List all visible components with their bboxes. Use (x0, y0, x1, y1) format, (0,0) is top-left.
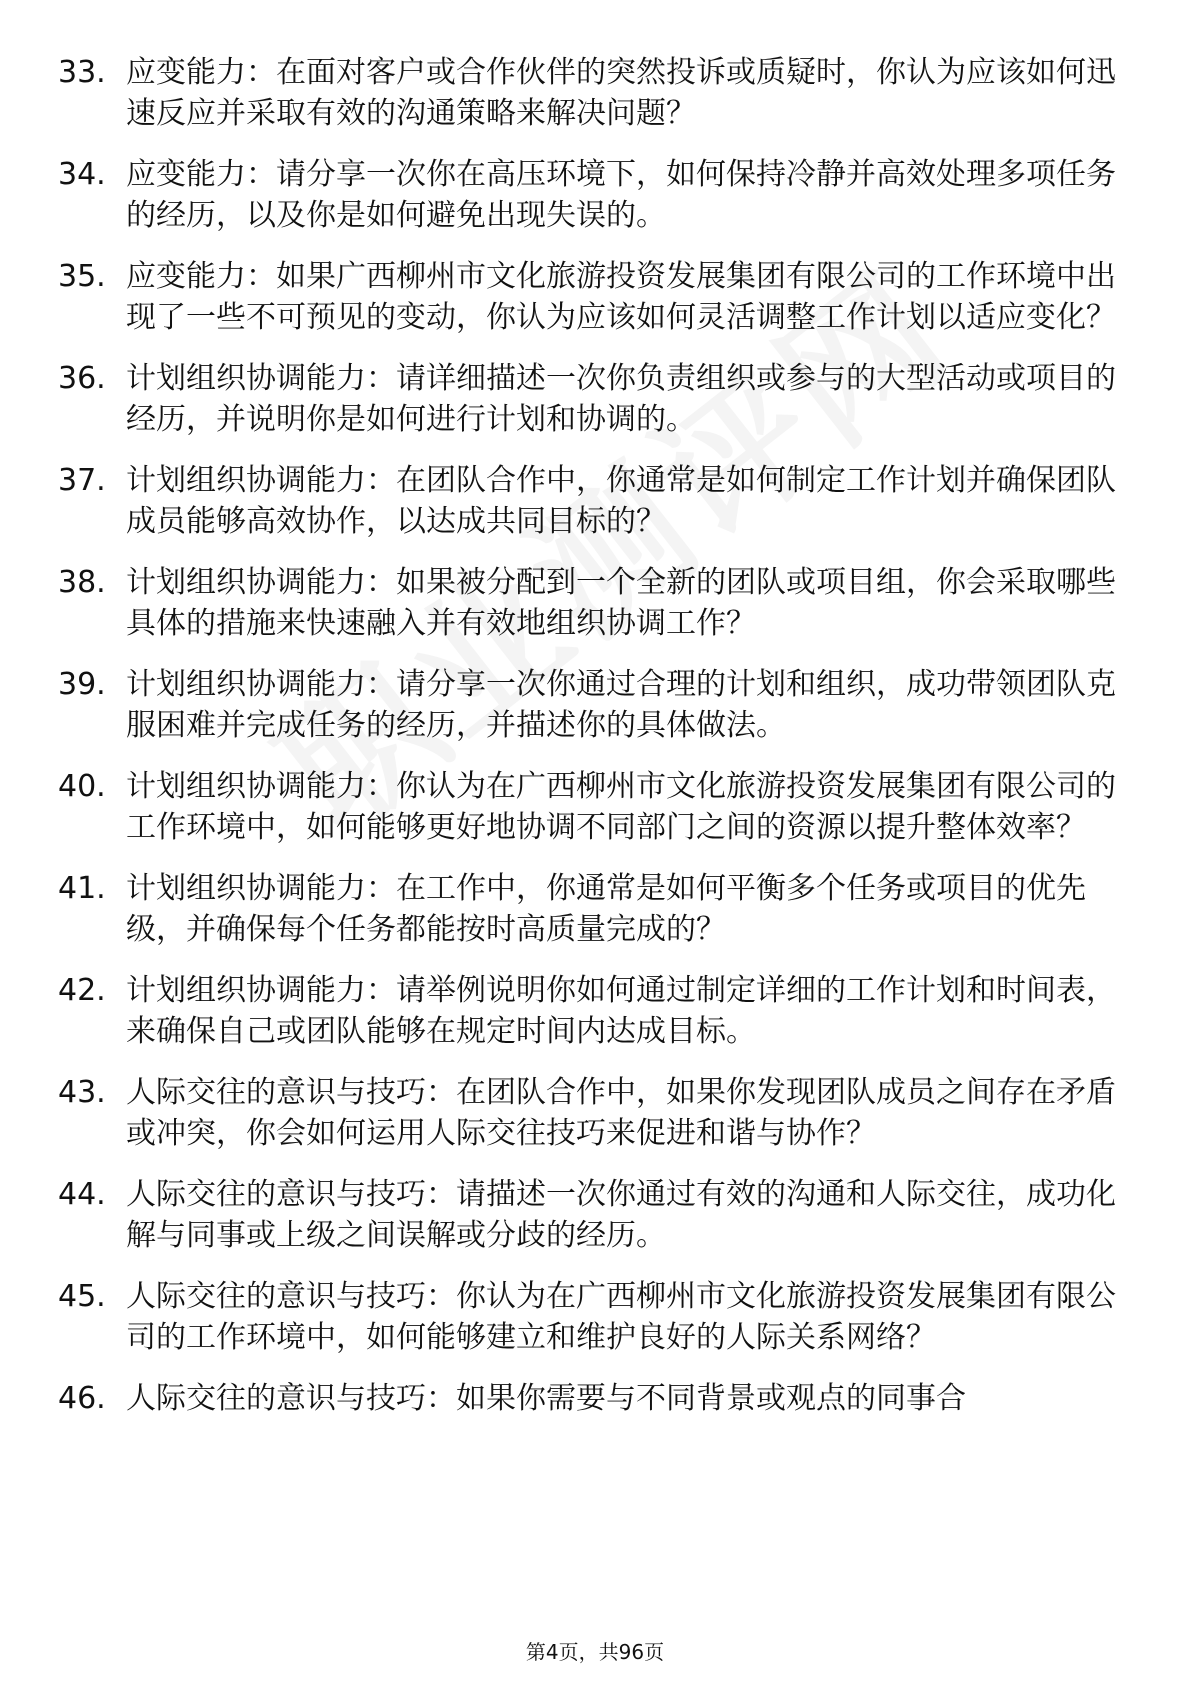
question-item (0, 664, 1190, 746)
question-text: 应变能力：请分享一次你在高压环境下，如何保持冷静并高效处理多项任务的经历，以及你是如何避免出现失误的。 (126, 157, 1116, 233)
question-number: 39. (58, 667, 106, 702)
question-item (0, 970, 1190, 1052)
question-number: 40. (58, 769, 106, 804)
question-number: 45. (58, 1279, 106, 1314)
question-number: 36. (58, 361, 106, 396)
question-text: 人际交往的意识与技巧：请描述一次你通过有效的沟通和人际交往，成功化解与同事或上级之间误解或分歧的经历。 (126, 1177, 1116, 1253)
question-list (0, 52, 1190, 1439)
page-footer: 第4页，共96页 (525, 1640, 665, 1664)
question-number: 38. (58, 565, 106, 600)
question-item (0, 154, 1190, 236)
question-text: 计划组织协调能力：在团队合作中，你通常是如何制定工作计划并确保团队成员能够高效协作，以达成共同目标的？ (126, 463, 1116, 539)
question-number: 43. (58, 1075, 106, 1110)
question-number: 46. (58, 1381, 106, 1416)
question-text: 计划组织协调能力：在工作中，你通常是如何平衡多个任务或项目的优先级，并确保每个任务都能按时高质量完成的？ (126, 871, 1086, 947)
question-number: 44. (58, 1177, 106, 1212)
question-item (0, 1378, 1190, 1419)
question-item (0, 868, 1190, 950)
question-item (0, 562, 1190, 644)
question-item (0, 460, 1190, 542)
question-number: 33. (58, 55, 106, 90)
question-item (0, 766, 1190, 848)
question-text: 计划组织协调能力：请分享一次你通过合理的计划和组织，成功带领团队克服困难并完成任务的经历，并描述你的具体做法。 (126, 667, 1116, 743)
question-text: 计划组织协调能力：如果被分配到一个全新的团队或项目组，你会采取哪些具体的措施来快速融入并有效地组织协调工作？ (126, 565, 1116, 641)
question-item (0, 1276, 1190, 1358)
question-text: 应变能力：在面对客户或合作伙伴的突然投诉或质疑时，你认为应该如何迅速反应并采取有效的沟通策略来解决问题？ (126, 55, 1116, 131)
question-number: 41. (58, 871, 106, 906)
question-number: 37. (58, 463, 106, 498)
question-text: 人际交往的意识与技巧：你认为在广西柳州市文化旅游投资发展集团有限公司的工作环境中，如何能够建立和维护良好的人际关系网络？ (126, 1279, 1116, 1355)
question-item (0, 1174, 1190, 1256)
question-number: 35. (58, 259, 106, 294)
question-item (0, 1072, 1190, 1154)
question-text: 人际交往的意识与技巧：在团队合作中，如果你发现团队成员之间存在矛盾或冲突，你会如何运用人际交往技巧来促进和谐与协作？ (126, 1075, 1116, 1151)
question-text: 计划组织协调能力：请举例说明你如何通过制定详细的工作计划和时间表，来确保自己或团队能够在规定时间内达成目标。 (126, 973, 1116, 1049)
question-item (0, 256, 1190, 338)
question-text: 人际交往的意识与技巧：如果你需要与不同背景或观点的同事合 (126, 1381, 966, 1416)
question-text: 计划组织协调能力：请详细描述一次你负责组织或参与的大型活动或项目的经历，并说明你是如何进行计划和协调的。 (126, 361, 1116, 437)
question-item (0, 358, 1190, 440)
question-text: 计划组织协调能力：你认为在广西柳州市文化旅游投资发展集团有限公司的工作环境中，如何能够更好地协调不同部门之间的资源以提升整体效率？ (126, 769, 1116, 845)
question-number: 34. (58, 157, 106, 192)
question-item (0, 52, 1190, 134)
question-number: 42. (58, 973, 106, 1008)
question-text: 应变能力：如果广西柳州市文化旅游投资发展集团有限公司的工作环境中出现了一些不可预见的变动，你认为应该如何灵活调整工作计划以适应变化？ (126, 259, 1116, 335)
